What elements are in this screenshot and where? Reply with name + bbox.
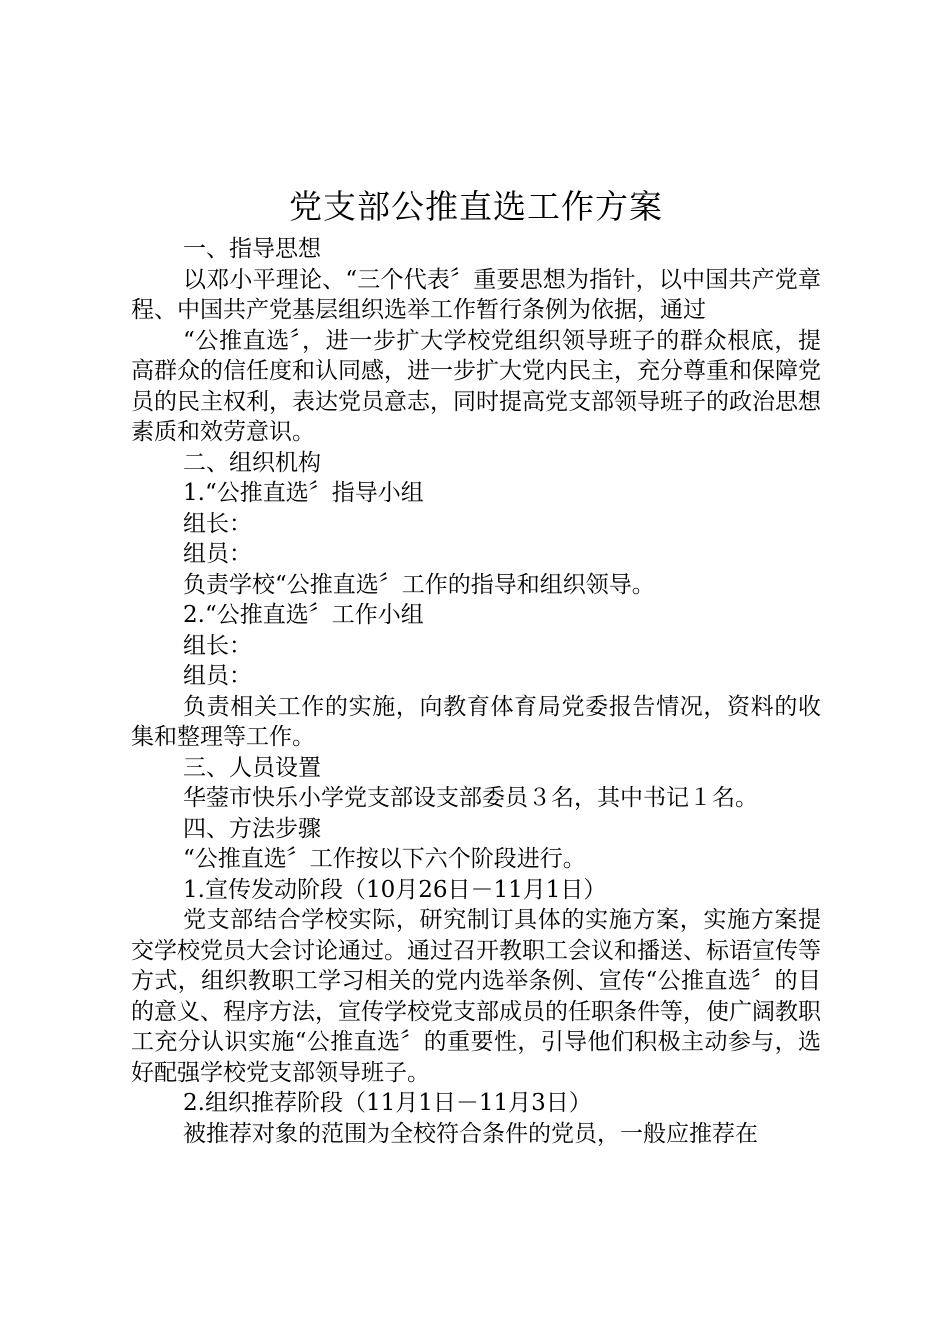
paragraph-guiding-thought-2: “公推直选〞，进一步扩大学校党组织领导班子的群众根底，提高群众的信任度和认同感，进一步扩大党内民主，充分尊重和保障党员的民主权利，表达党员意志，同时提高党支部领导班子的政治思想素质和效劳意识。 [131, 327, 821, 445]
document-page [131, 180, 821, 1149]
subheading-work-group: 2.“公推直选〞工作小组 [183, 602, 424, 628]
guidance-group-leader: 组长： [183, 510, 252, 537]
staffing-detail: 华蓥市快乐小学党支部设支部委员３名，其中书记１名。 [183, 785, 758, 811]
paragraph-stage-2: 被推荐对象的范围为全校符合条件的党员，一般应推荐在 [183, 1120, 758, 1147]
section-heading-guiding-thought: 一、指导思想 [183, 236, 321, 262]
subheading-guidance-group: 1.“公推直选〞指导小组 [183, 480, 424, 506]
guidance-group-members: 组员： [183, 541, 252, 567]
work-group-members: 组员： [183, 663, 252, 689]
section-heading-organization: 二、组织机构 [183, 449, 321, 476]
subheading-stage-1: 1.宣传发动阶段（10月26日－11月1日） [183, 876, 607, 903]
subheading-stage-2: 2.组织推荐阶段（11月1日－11月3日） [183, 1090, 592, 1116]
paragraph-guiding-thought-1: 以邓小平理论、“三个代表〞重要思想为指针，以中国共产党章程、中国共产党基层组织选举工作暂行条例为依据，通过 [131, 266, 821, 323]
section-heading-staffing: 三、人员设置 [183, 754, 321, 781]
paragraph-stage-1: 党支部结合学校实际，研究制订具体的实施方案，实施方案提交学校党员大会讨论通过。通过召开教职工会议和播送、标语宣传等方式，组织教职工学习相关的党内选举条例、宣传“公推直选〞的目的意义、程序方法，宣传学校党支部成员的任职条件等，使广阔教职工充分认识实施“公推直选〞的重要性，引导他们积极主动参与，选好配强学校党支部领导班子。 [131, 907, 821, 1086]
work-group-duty: 负责相关工作的实施，向教育体育局党委报告情况，资料的收集和整理等工作。 [131, 693, 821, 750]
guidance-group-duty: 负责学校“公推直选〞工作的指导和组织领导。 [183, 571, 655, 598]
work-group-leader: 组长： [183, 632, 252, 659]
methods-intro: “公推直选〞工作按以下六个阶段进行。 [183, 846, 586, 872]
document-title: 党支部公推直选工作方案 [289, 187, 663, 226]
section-heading-methods: 四、方法步骤 [183, 815, 321, 842]
